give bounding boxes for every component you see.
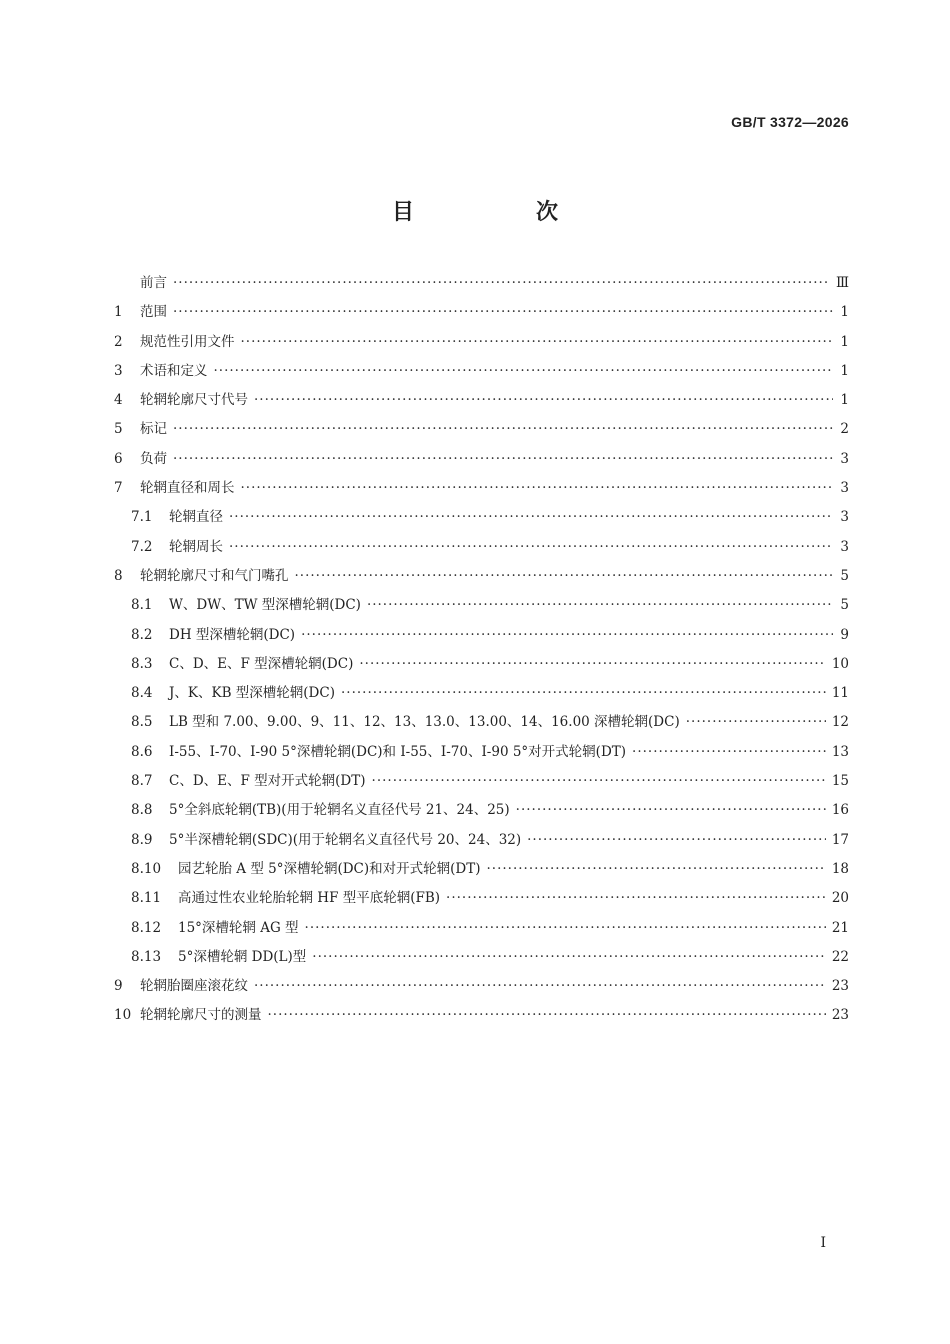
toc-leader-dots <box>487 855 826 884</box>
toc-entry[interactable] <box>114 445 849 474</box>
toc-entry[interactable] <box>114 767 849 796</box>
toc-entry-label: C、D、E、F 型深槽轮辋(DC) <box>169 655 354 672</box>
toc-leader-dots <box>173 445 833 474</box>
toc-entry-page: 5 <box>840 567 849 584</box>
toc-entry-number: 8.12 <box>131 919 162 936</box>
toc-entry[interactable] <box>114 826 849 855</box>
toc-entry-label: 范围 <box>140 304 167 321</box>
toc-entry-label: C、D、E、F 型对开式轮辋(DT) <box>169 773 366 790</box>
toc-entry-page: 3 <box>840 509 849 526</box>
toc-entry[interactable] <box>114 621 849 650</box>
toc-leader-dots <box>527 826 826 855</box>
toc-entry[interactable] <box>114 591 849 620</box>
toc-leader-dots <box>173 298 833 327</box>
toc-entry-page: 9 <box>840 626 849 643</box>
toc-entry-number: 8.10 <box>131 860 162 877</box>
toc-entry-label: 轮辋轮廓尺寸和气门嘴孔 <box>140 567 289 584</box>
toc-leader-dots <box>173 415 833 444</box>
toc-entry-label: 轮辋轮廓尺寸代号 <box>140 392 248 409</box>
toc-entry-label: 轮辋轮廓尺寸的测量 <box>140 1007 262 1024</box>
toc-leader-dots <box>241 474 834 503</box>
toc-leader-dots <box>241 328 834 357</box>
toc-entry[interactable] <box>114 357 849 386</box>
toc-entry-number: 8.3 <box>131 655 153 672</box>
toc-entry-label: 前言 <box>140 275 167 291</box>
toc-entry[interactable] <box>114 562 849 591</box>
toc-entry[interactable] <box>114 533 849 562</box>
toc-entry-number: 3 <box>114 362 123 379</box>
toc-leader-dots <box>516 796 826 825</box>
toc-entry-page: 21 <box>831 919 849 936</box>
toc-entry-number: 4 <box>114 392 123 409</box>
toc-entry-page: 16 <box>831 802 849 819</box>
toc-entry-page: 2 <box>840 421 849 438</box>
toc-entry-number: 8.2 <box>131 626 153 643</box>
toc-leader-dots <box>173 269 830 298</box>
toc-leader-dots <box>446 884 826 913</box>
table-of-contents <box>114 269 849 1031</box>
toc-entry-label: 15°深槽轮辋 AG 型 <box>178 919 299 936</box>
toc-leader-dots <box>632 738 826 767</box>
toc-entry-page: 10 <box>831 655 849 672</box>
standard-code: GB/T 3372—2026 <box>731 114 849 130</box>
toc-entry[interactable] <box>114 1001 849 1030</box>
toc-entry[interactable] <box>114 855 849 884</box>
toc-entry-label: J、K、KB 型深槽轮辋(DC) <box>169 685 335 702</box>
toc-entry-page: Ⅲ <box>835 275 849 291</box>
toc-entry-number: 8.9 <box>131 831 153 848</box>
toc-entry-page: 1 <box>840 392 849 409</box>
toc-entry[interactable] <box>114 415 849 444</box>
toc-leader-dots <box>312 943 826 972</box>
toc-entry-label: 规范性引用文件 <box>140 333 235 350</box>
toc-entry-page: 3 <box>840 450 849 467</box>
toc-entry[interactable] <box>114 328 849 357</box>
toc-entry-label: 轮辋直径和周长 <box>140 480 235 497</box>
toc-entry-page: 12 <box>831 714 849 731</box>
toc-entry-label: 轮辋周长 <box>169 538 223 555</box>
toc-entry-page: 5 <box>840 597 849 614</box>
toc-entry[interactable] <box>114 650 849 679</box>
toc-entry-page: 1 <box>840 333 849 350</box>
toc-entry-label: 标记 <box>140 421 167 438</box>
toc-entry-number: 6 <box>114 450 123 467</box>
toc-leader-dots <box>229 503 833 532</box>
toc-leader-dots <box>229 533 833 562</box>
toc-entry[interactable] <box>114 914 849 943</box>
toc-entry-number: 8.6 <box>131 743 153 760</box>
toc-entry-number: 8.8 <box>131 802 153 819</box>
toc-entry-label: DH 型深槽轮辋(DC) <box>169 626 296 643</box>
toc-entry-label: 5°半深槽轮辋(SDC)(用于轮辋名义直径代号 20、24、32) <box>169 831 522 848</box>
toc-leader-dots <box>359 650 825 679</box>
toc-entry-page: 15 <box>831 773 849 790</box>
toc-entry-label: 5°全斜底轮辋(TB)(用于轮辋名义直径代号 21、24、25) <box>169 802 510 819</box>
toc-entry-label: I-55、I-70、I-90 5°深槽轮辋(DC)和 I-55、I-70、I-90 5°对开式轮辋(DT) <box>169 743 627 760</box>
toc-entry-number: 7.2 <box>131 538 153 555</box>
toc-entry[interactable] <box>114 738 849 767</box>
toc-leader-dots <box>254 386 833 415</box>
toc-leader-dots <box>341 679 826 708</box>
toc-entry[interactable] <box>114 708 849 737</box>
toc-leader-dots <box>295 562 834 591</box>
toc-entry[interactable] <box>114 474 849 503</box>
toc-entry-number: 1 <box>114 304 123 321</box>
toc-entry-number: 7 <box>114 480 123 497</box>
toc-entry-page: 13 <box>831 743 849 760</box>
page-footer-number: I <box>820 1235 826 1251</box>
toc-entry-label: 园艺轮胎 A 型 5°深槽轮辋(DC)和对开式轮辋(DT) <box>178 860 481 877</box>
toc-entry-label: 负荷 <box>140 450 167 467</box>
page-title: 目 次 <box>391 200 608 225</box>
toc-entry-page: 17 <box>831 831 849 848</box>
toc-entry-label: 轮辋胎圈座滚花纹 <box>140 978 248 995</box>
toc-entry-page: 23 <box>831 1007 849 1024</box>
toc-entry-label: 轮辋直径 <box>169 509 223 526</box>
toc-leader-dots <box>367 591 833 620</box>
toc-leader-dots <box>214 357 834 386</box>
toc-leader-dots <box>268 1001 826 1030</box>
toc-entry[interactable] <box>114 503 849 532</box>
toc-entry-number: 8.5 <box>131 714 153 731</box>
toc-entry[interactable] <box>114 298 849 327</box>
toc-entry-number: 8.7 <box>131 773 153 790</box>
toc-leader-dots <box>254 972 826 1001</box>
toc-entry-page: 23 <box>831 978 849 995</box>
toc-entry-number: 8.13 <box>131 948 162 965</box>
toc-entry-number: 8 <box>114 567 123 584</box>
toc-entry[interactable] <box>114 679 849 708</box>
toc-entry-page: 20 <box>831 890 849 907</box>
toc-entry-number: 2 <box>114 333 123 350</box>
toc-entry-number: 7.1 <box>131 509 153 526</box>
toc-entry[interactable] <box>114 386 849 415</box>
toc-entry-label: 高通过性农业轮胎轮辋 HF 型平底轮辋(FB) <box>178 890 441 907</box>
toc-entry[interactable] <box>114 943 849 972</box>
toc-entry-label: W、DW、TW 型深槽轮辋(DC) <box>169 597 361 614</box>
toc-entry-label: 术语和定义 <box>140 362 208 379</box>
toc-entry-number: 5 <box>114 421 123 438</box>
toc-entry-page: 22 <box>831 948 849 965</box>
toc-entry-number: 8.4 <box>131 685 153 702</box>
toc-entry-page: 1 <box>840 304 849 321</box>
toc-entry-page: 3 <box>840 480 849 497</box>
toc-leader-dots <box>372 767 826 796</box>
toc-leader-dots <box>686 708 826 737</box>
toc-entry-number: 8.11 <box>131 890 162 907</box>
toc-entry-number: 8.1 <box>131 597 153 614</box>
toc-entry[interactable] <box>114 796 849 825</box>
toc-entry-label: 5°深槽轮辋 DD(L)型 <box>178 948 307 965</box>
toc-entry-number: 9 <box>114 978 123 995</box>
toc-entry-label: LB 型和 7.00、9.00、9、11、12、13、13.0、13.00、14、16.00 深槽轮辋(DC) <box>169 714 680 731</box>
toc-entry-page: 18 <box>831 860 849 877</box>
toc-entry-page: 1 <box>840 362 849 379</box>
toc-entry[interactable] <box>114 269 849 298</box>
toc-entry[interactable] <box>114 884 849 913</box>
toc-leader-dots <box>305 914 826 943</box>
toc-leader-dots <box>301 621 833 650</box>
toc-entry-number: 10 <box>114 1007 132 1024</box>
toc-entry-page: 11 <box>831 685 849 702</box>
toc-entry[interactable] <box>114 972 849 1001</box>
toc-entry-page: 3 <box>840 538 849 555</box>
